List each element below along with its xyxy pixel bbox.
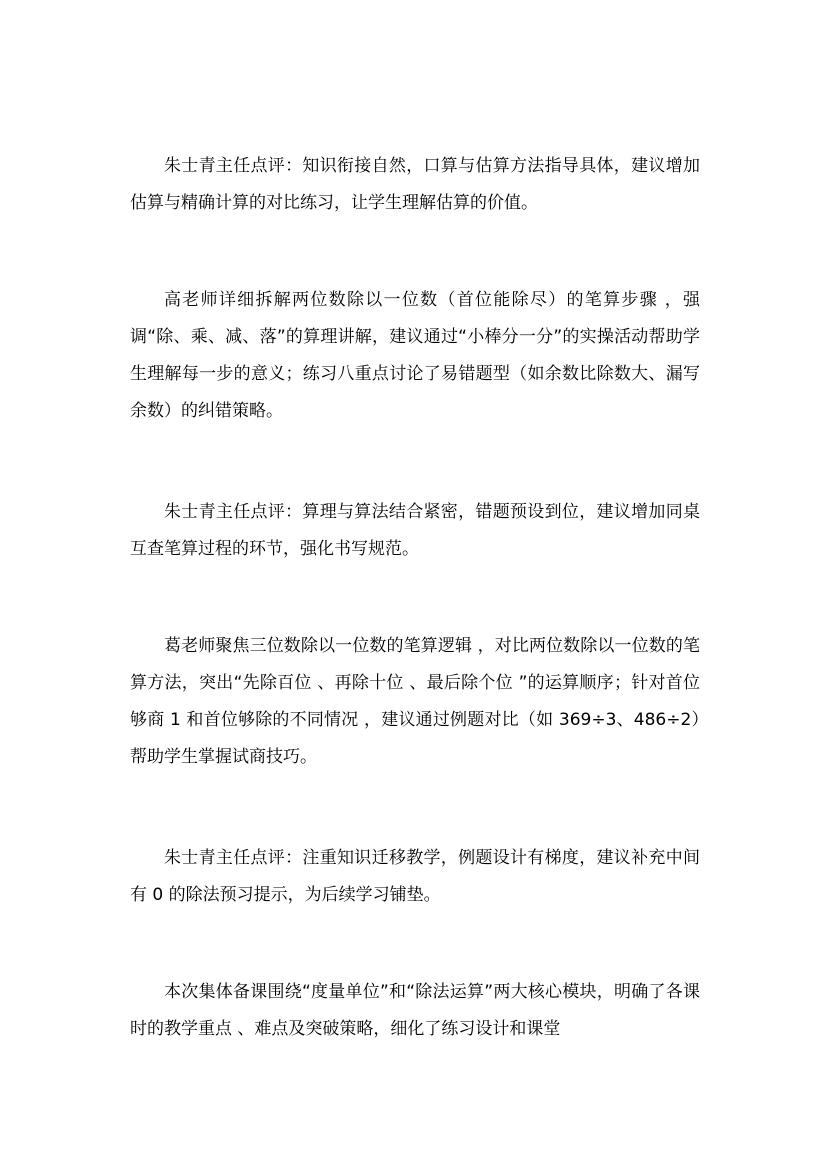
review-comment-paragraph: 朱士青主任点评：注重知识迁移教学，例题设计有梯度，建议补充中间有 0 的除法预习提示，为后续学习铺垫。 xyxy=(130,848,700,905)
review-comment-paragraph: 朱士青主任点评：算理与算法结合紧密，错题预设到位，建议增加同桌互查笔算过程的环节，强化书写规范。 xyxy=(130,502,700,559)
review-comment-paragraph: 朱士青主任点评：知识衔接自然，口算与估算方法指导具体，建议增加估算与精确计算的对比练习，让学生理解估算的价值。 xyxy=(130,156,700,213)
lesson-notes-paragraph: 葛老师聚焦三位数除以一位数的笔算逻辑 ，对比两位数除以一位数的笔算方法，突出“先除百位 、再除十位 、最后除个位 ”的运算顺序；针对首位够商 1 和首位够除的不同情况 ，建议通过例题对比（如 369÷3、486÷2）帮助学生掌握试商技巧。 xyxy=(130,636,700,767)
lesson-notes-paragraph: 高老师详细拆解两位数除以一位数（首位能除尽）的笔算步骤 ，强调“除、乘、减、落”的算理讲解，建议通过“小棒分一分”的实操活动帮助学生理解每一步的意义；练习八重点讨论了易错题型（如余数比除数大、漏写余数）的纠错策略。 xyxy=(130,290,700,421)
summary-paragraph: 本次集体备课围绕“度量单位”和“除法运算”两大核心模块，明确了各课时的教学重点 、难点及突破策略，细化了练习设计和课堂 xyxy=(130,982,700,1039)
